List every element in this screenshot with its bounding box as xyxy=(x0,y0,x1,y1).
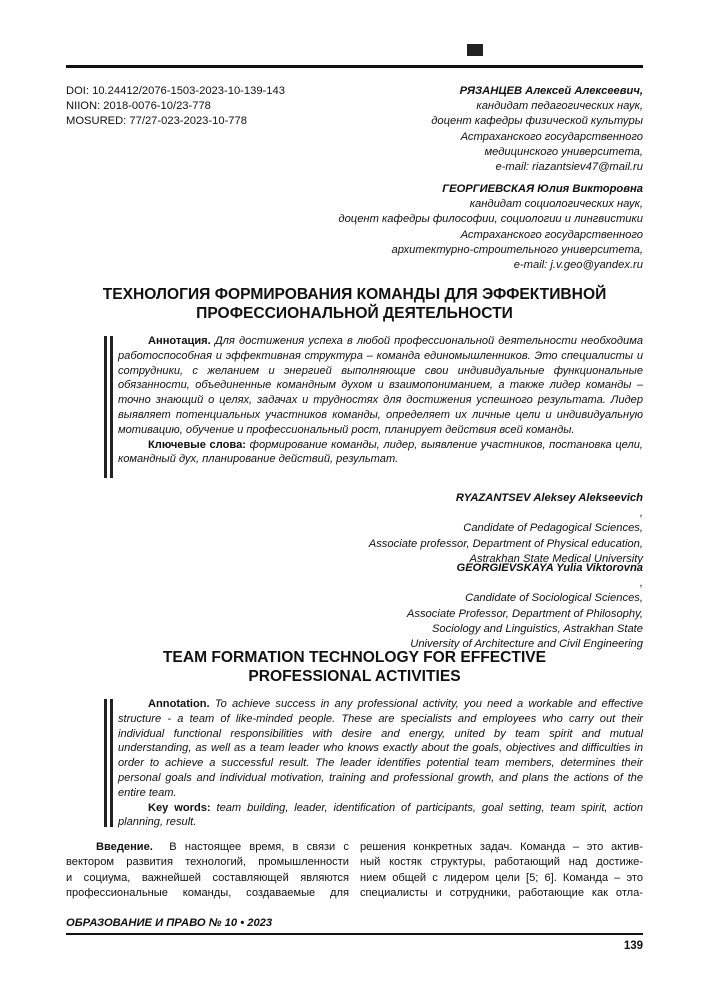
abstract-text: To achieve success in any professional activity, you need a workable and effective structure - a team of like-minded people. These are specialists and employees who carry out their individual functional responsibilities with desire and energy, united by team spirit and mutual understanding, as well as a team leader who knows exactly about the goals, objectives and difficulties in order to achieve a successful result. The leader identifies potential team members, determines their personal goals and individual motivation, training and professional growth, and plans the actions of the entire team. xyxy=(118,698,643,799)
intro-heading: Введение. xyxy=(96,841,153,853)
author-affiliation: Sociology and Linguistics, Astrakhan State xyxy=(431,622,643,635)
author-degree: кандидат педагогических наук, xyxy=(476,100,643,113)
abstract-marker-bar xyxy=(110,336,113,478)
footer-rule xyxy=(66,933,643,935)
abstract-ru xyxy=(118,334,643,467)
author-name: ГЕОРГИЕВСКАЯ Юлия Викторовна xyxy=(442,183,643,195)
abstract-text: Для достижения успеха в любой профессиональной деятельности необходима работоспособная и эффективная структура – команда единомышленников. Это специалисты и сотрудники, с желанием и энергией выполняющие свои индивидуальные функциональные обязанности, объединенные командным духом и взаимопониманием, а также лидер команды – точно знающий о целях, задачах и трудностях для достижения успешного результата. Лидер выявляет потенциальных участников команды, определяет их личные цели и индивидуальную мотивацию, обучение и профессиональный рост, планирует действия всей команды. xyxy=(118,335,643,436)
abstract-en xyxy=(118,697,643,830)
abstract-marker-bar xyxy=(110,699,113,827)
author-affiliation: University of Architecture and Civil Engineering xyxy=(410,638,643,651)
body-line: нием общей с лидером цели [5; 6]. Команда – это xyxy=(360,871,643,884)
author-name: GEORGIEVSKAYA Yulia Viktorovna xyxy=(456,562,643,574)
mosured: MOSURED: 77/27-023-2023-10-778 xyxy=(66,115,247,127)
author-affiliation: Astrakhan State Medical University xyxy=(469,552,643,565)
article-title-ru xyxy=(66,285,643,323)
keywords-label: Key words: xyxy=(148,801,211,814)
author-affiliation: медицинского университета, xyxy=(484,145,643,158)
author-en-2: GEORGIEVSKAYA Yulia Viktorovna , Candidate of Sociological Sciences, Associate Professor, Department of Philosophy, Sociology and Linguistics, Astrakhan State University of Architecture and Civil Engineering xyxy=(407,561,643,652)
author-ru-1 xyxy=(431,84,643,175)
body-line: профессиональные команды, создаваемые для xyxy=(66,886,349,899)
body-line: вектором развития технологий, промышленности xyxy=(66,856,349,869)
author-email[interactable]: e-mail: riazantsiev47@mail.ru xyxy=(495,161,643,174)
body-column-left xyxy=(66,840,349,901)
title-line: ТЕХНОЛОГИЯ ФОРМИРОВАНИЯ КОМАНДЫ ДЛЯ ЭФФЕКТИВНОЙ xyxy=(102,286,607,303)
abstract-marker-bar xyxy=(104,699,107,827)
author-ru-2 xyxy=(338,182,643,273)
author-name: РЯЗАНЦЕВ Алексей Алексеевич, xyxy=(459,85,643,97)
abstract-label: Аннотация. xyxy=(148,335,211,347)
body-line: и социума, важнейшей составляющей являются xyxy=(66,871,349,884)
author-en-1: RYAZANTSEV Aleksey Alekseevich , Candidate of Pedagogical Sciences, Associate professor, Department of Physical education, Astrakhan State Medical University xyxy=(369,491,643,567)
niion: NIION: 2018-0076-10/23-778 xyxy=(66,100,211,112)
page-number: 139 xyxy=(623,940,643,952)
title-line: PROFESSIONAL ACTIVITIES xyxy=(248,668,461,685)
author-affiliation: Астраханского государственного xyxy=(460,130,643,143)
body-line: ный костяк структуры, работающий над достиже- xyxy=(360,856,643,869)
title-line: ПРОФЕССИОНАЛЬНОЙ ДЕЯТЕЛЬНОСТИ xyxy=(196,305,513,322)
article-title-en xyxy=(66,648,643,686)
keywords-text: team building, leader, identification of participants, goal setting, team spirit, action planning, result. xyxy=(118,801,643,829)
title-line: TEAM FORMATION TECHNOLOGY FOR EFFECTIVE xyxy=(162,649,547,666)
journal-footer: ОБРАЗОВАНИЕ И ПРАВО № 10 • 2023 xyxy=(66,917,273,929)
author-email[interactable]: e-mail: j.v.geo@yandex.ru xyxy=(513,259,643,272)
author-position: доцент кафедры философии, социологии и лингвистики xyxy=(338,213,643,226)
body-line: решения конкретных задач. Команда – это актив- xyxy=(360,841,643,853)
keywords-text: формирование команды, лидер, выявление участников, постановка цели, командный дух, планирование действий, результат. xyxy=(118,438,643,466)
author-name: RYAZANTSEV Aleksey Alekseevich xyxy=(455,492,643,504)
author-position: доцент кафедры физической культуры xyxy=(431,115,643,128)
keywords-label: Ключевые слова: xyxy=(148,438,246,451)
author-position: Associate professor, Department of Physical education, xyxy=(368,537,643,550)
journal-logo xyxy=(467,44,483,56)
abstract-label: Annotation. xyxy=(148,698,210,710)
article-identifiers xyxy=(66,84,285,129)
author-degree: Candidate of Sociological Sciences, xyxy=(465,592,643,605)
body-line: В настоящее время, в связи с xyxy=(169,841,349,853)
body-line: специалисты и сотрудники, работающие как отла- xyxy=(360,886,643,899)
abstract-marker-bar xyxy=(104,336,107,478)
author-affiliation: архитектурно-строительного университета, xyxy=(391,243,643,256)
header-rule xyxy=(66,65,643,68)
author-affiliation: Астраханского государственного xyxy=(460,228,643,241)
author-position: Associate Professor, Department of Philosophy, xyxy=(406,607,643,620)
author-degree: кандидат социологических наук, xyxy=(469,198,643,211)
doi[interactable]: DOI: 10.24412/2076-1503-2023-10-139-143 xyxy=(66,85,285,97)
body-column-right xyxy=(360,840,643,901)
author-degree: Candidate of Pedagogical Sciences, xyxy=(463,522,643,535)
